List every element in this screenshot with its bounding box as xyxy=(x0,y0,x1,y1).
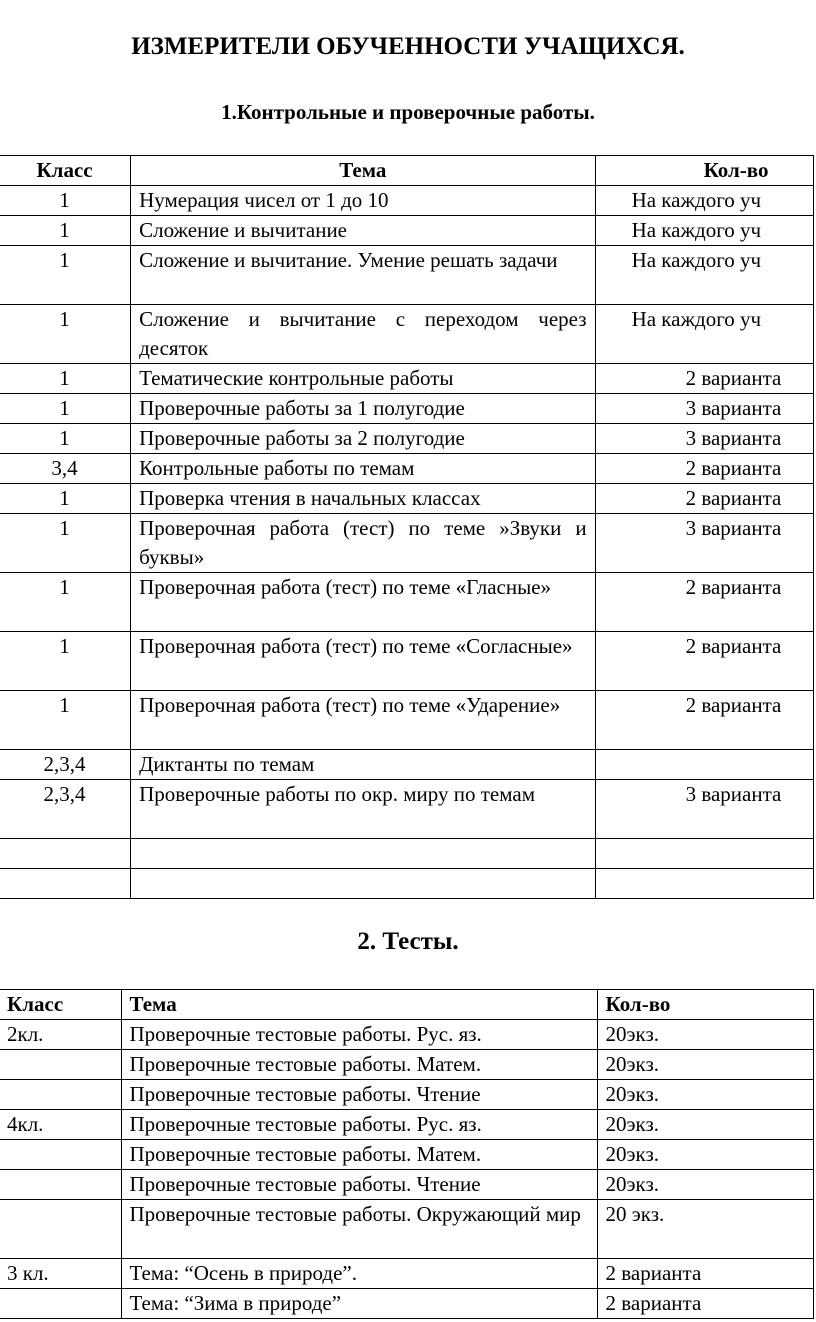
table-row xyxy=(0,1170,814,1200)
table-row xyxy=(0,750,814,780)
cell-topic: Проверочные тестовые работы. Рус. яз. xyxy=(121,1020,597,1050)
table-row xyxy=(0,514,814,573)
cell-topic: Проверочные тестовые работы. Окружающий мир xyxy=(121,1200,597,1259)
table-row xyxy=(0,780,814,839)
cell-topic: Проверочные тестовые работы. Чтение xyxy=(121,1080,597,1110)
cell-count: 20экз. xyxy=(597,1020,813,1050)
cell-class xyxy=(0,1140,121,1170)
cell-count: 3 варианта xyxy=(595,424,813,454)
section-2-title: 2. Тесты. xyxy=(357,928,459,955)
page-title: ИЗМЕРИТЕЛИ ОБУЧЕННОСТИ УЧАЩИХСЯ. xyxy=(131,33,685,60)
table-row xyxy=(0,1259,814,1289)
cell-count: 20 экз. xyxy=(597,1200,813,1259)
section-1-title: 1.Контрольные и проверочные работы. xyxy=(221,100,595,124)
cell-count: 2 варианта xyxy=(595,454,813,484)
cell-count: На каждого уч xyxy=(595,186,813,216)
cell-topic xyxy=(131,869,595,899)
table-header-row xyxy=(0,156,814,186)
cell-class: 4кл. xyxy=(0,1110,121,1140)
table-row xyxy=(0,216,814,246)
cell-count xyxy=(595,750,813,780)
cell-count: 2 варианта xyxy=(595,691,813,750)
cell-topic: Сложение и вычитание. Умение решать задачи xyxy=(131,246,595,305)
cell-topic: Контрольные работы по темам xyxy=(131,454,595,484)
table-row xyxy=(0,484,814,514)
cell-count: 3 варианта xyxy=(595,780,813,839)
cell-count: 2 варианта xyxy=(595,573,813,632)
cell-topic xyxy=(131,839,595,869)
cell-class: 1 xyxy=(0,573,131,632)
cell-class: 2кл. xyxy=(0,1020,121,1050)
cell-topic: Тема: “Осень в природе”. xyxy=(121,1259,597,1289)
cell-class xyxy=(0,869,131,899)
table-header-row xyxy=(0,990,814,1020)
table-row xyxy=(0,305,814,364)
cell-count: 2 варианта xyxy=(595,632,813,691)
cell-count: 20экз. xyxy=(597,1170,813,1200)
header-class: Класс xyxy=(0,156,131,186)
cell-class: 3,4 xyxy=(0,454,131,484)
table-row xyxy=(0,1110,814,1140)
cell-count: 2 варианта xyxy=(595,484,813,514)
cell-class xyxy=(0,839,131,869)
cell-class: 1 xyxy=(0,246,131,305)
cell-class: 1 xyxy=(0,305,131,364)
cell-count xyxy=(595,869,813,899)
header-topic: Тема xyxy=(121,990,597,1020)
cell-count: 20экз. xyxy=(597,1110,813,1140)
table-row xyxy=(0,1020,814,1050)
cell-count xyxy=(595,839,813,869)
cell-class: 2,3,4 xyxy=(0,780,131,839)
table-row xyxy=(0,1080,814,1110)
cell-count: 2 варианта xyxy=(597,1289,813,1319)
table-row xyxy=(0,691,814,750)
cell-count: На каждого уч xyxy=(595,305,813,364)
cell-count: 3 варианта xyxy=(595,394,813,424)
table-row xyxy=(0,573,814,632)
cell-topic: Проверочные тестовые работы. Матем. xyxy=(121,1140,597,1170)
table-row xyxy=(0,246,814,305)
tests-table xyxy=(0,989,814,1319)
cell-class: 1 xyxy=(0,394,131,424)
cell-class: 1 xyxy=(0,364,131,394)
cell-class xyxy=(0,1289,121,1319)
cell-topic: Проверочная работа (тест) по теме «Согласные» xyxy=(131,632,595,691)
header-topic: Тема xyxy=(131,156,595,186)
cell-class: 1 xyxy=(0,216,131,246)
cell-topic: Проверочные работы по окр. миру по темам xyxy=(131,780,595,839)
table-row xyxy=(0,1289,814,1319)
cell-class xyxy=(0,1050,121,1080)
cell-class xyxy=(0,1080,121,1110)
cell-count: 20экз. xyxy=(597,1080,813,1110)
cell-count: 20экз. xyxy=(597,1050,813,1080)
cell-topic: Проверка чтения в начальных классах xyxy=(131,484,595,514)
cell-topic: Тематические контрольные работы xyxy=(131,364,595,394)
cell-topic: Проверочная работа (тест) по теме »Звуки и буквы» xyxy=(131,514,595,573)
table-row xyxy=(0,1200,814,1259)
table-row xyxy=(0,186,814,216)
cell-class: 3 кл. xyxy=(0,1259,121,1289)
cell-class: 1 xyxy=(0,514,131,573)
cell-topic: Тема: “Зима в природе” xyxy=(121,1289,597,1319)
header-class: Класс xyxy=(0,990,121,1020)
table-row xyxy=(0,364,814,394)
cell-topic: Проверочная работа (тест) по теме «Ударение» xyxy=(131,691,595,750)
header-count: Кол-во xyxy=(595,156,813,186)
cell-class: 1 xyxy=(0,186,131,216)
table-row xyxy=(0,424,814,454)
cell-count: На каждого уч xyxy=(595,216,813,246)
table-row xyxy=(0,869,814,899)
cell-count: 20экз. xyxy=(597,1140,813,1170)
cell-class xyxy=(0,1170,121,1200)
cell-count: 3 варианта xyxy=(595,514,813,573)
table-row xyxy=(0,1140,814,1170)
header-count: Кол-во xyxy=(597,990,813,1020)
cell-topic: Проверочные работы за 2 полугодие xyxy=(131,424,595,454)
cell-topic: Проверочные тестовые работы. Матем. xyxy=(121,1050,597,1080)
cell-topic: Диктанты по темам xyxy=(131,750,595,780)
cell-class: 2,3,4 xyxy=(0,750,131,780)
cell-topic: Сложение и вычитание с переходом через десяток xyxy=(131,305,595,364)
cell-topic: Проверочная работа (тест) по теме «Гласные» xyxy=(131,573,595,632)
cell-topic: Проверочные тестовые работы. Чтение xyxy=(121,1170,597,1200)
cell-count: На каждого уч xyxy=(595,246,813,305)
table-row xyxy=(0,1050,814,1080)
cell-class: 1 xyxy=(0,691,131,750)
cell-topic: Сложение и вычитание xyxy=(131,216,595,246)
control-works-table xyxy=(0,155,814,899)
cell-topic: Проверочные тестовые работы. Рус. яз. xyxy=(121,1110,597,1140)
cell-class: 1 xyxy=(0,484,131,514)
cell-count: 2 варианта xyxy=(597,1259,813,1289)
table-row xyxy=(0,454,814,484)
cell-count: 2 варианта xyxy=(595,364,813,394)
table-row xyxy=(0,839,814,869)
cell-class xyxy=(0,1200,121,1259)
table-row xyxy=(0,632,814,691)
cell-topic: Нумерация чисел от 1 до 10 xyxy=(131,186,595,216)
cell-class: 1 xyxy=(0,424,131,454)
cell-class: 1 xyxy=(0,632,131,691)
table-row xyxy=(0,394,814,424)
cell-topic: Проверочные работы за 1 полугодие xyxy=(131,394,595,424)
